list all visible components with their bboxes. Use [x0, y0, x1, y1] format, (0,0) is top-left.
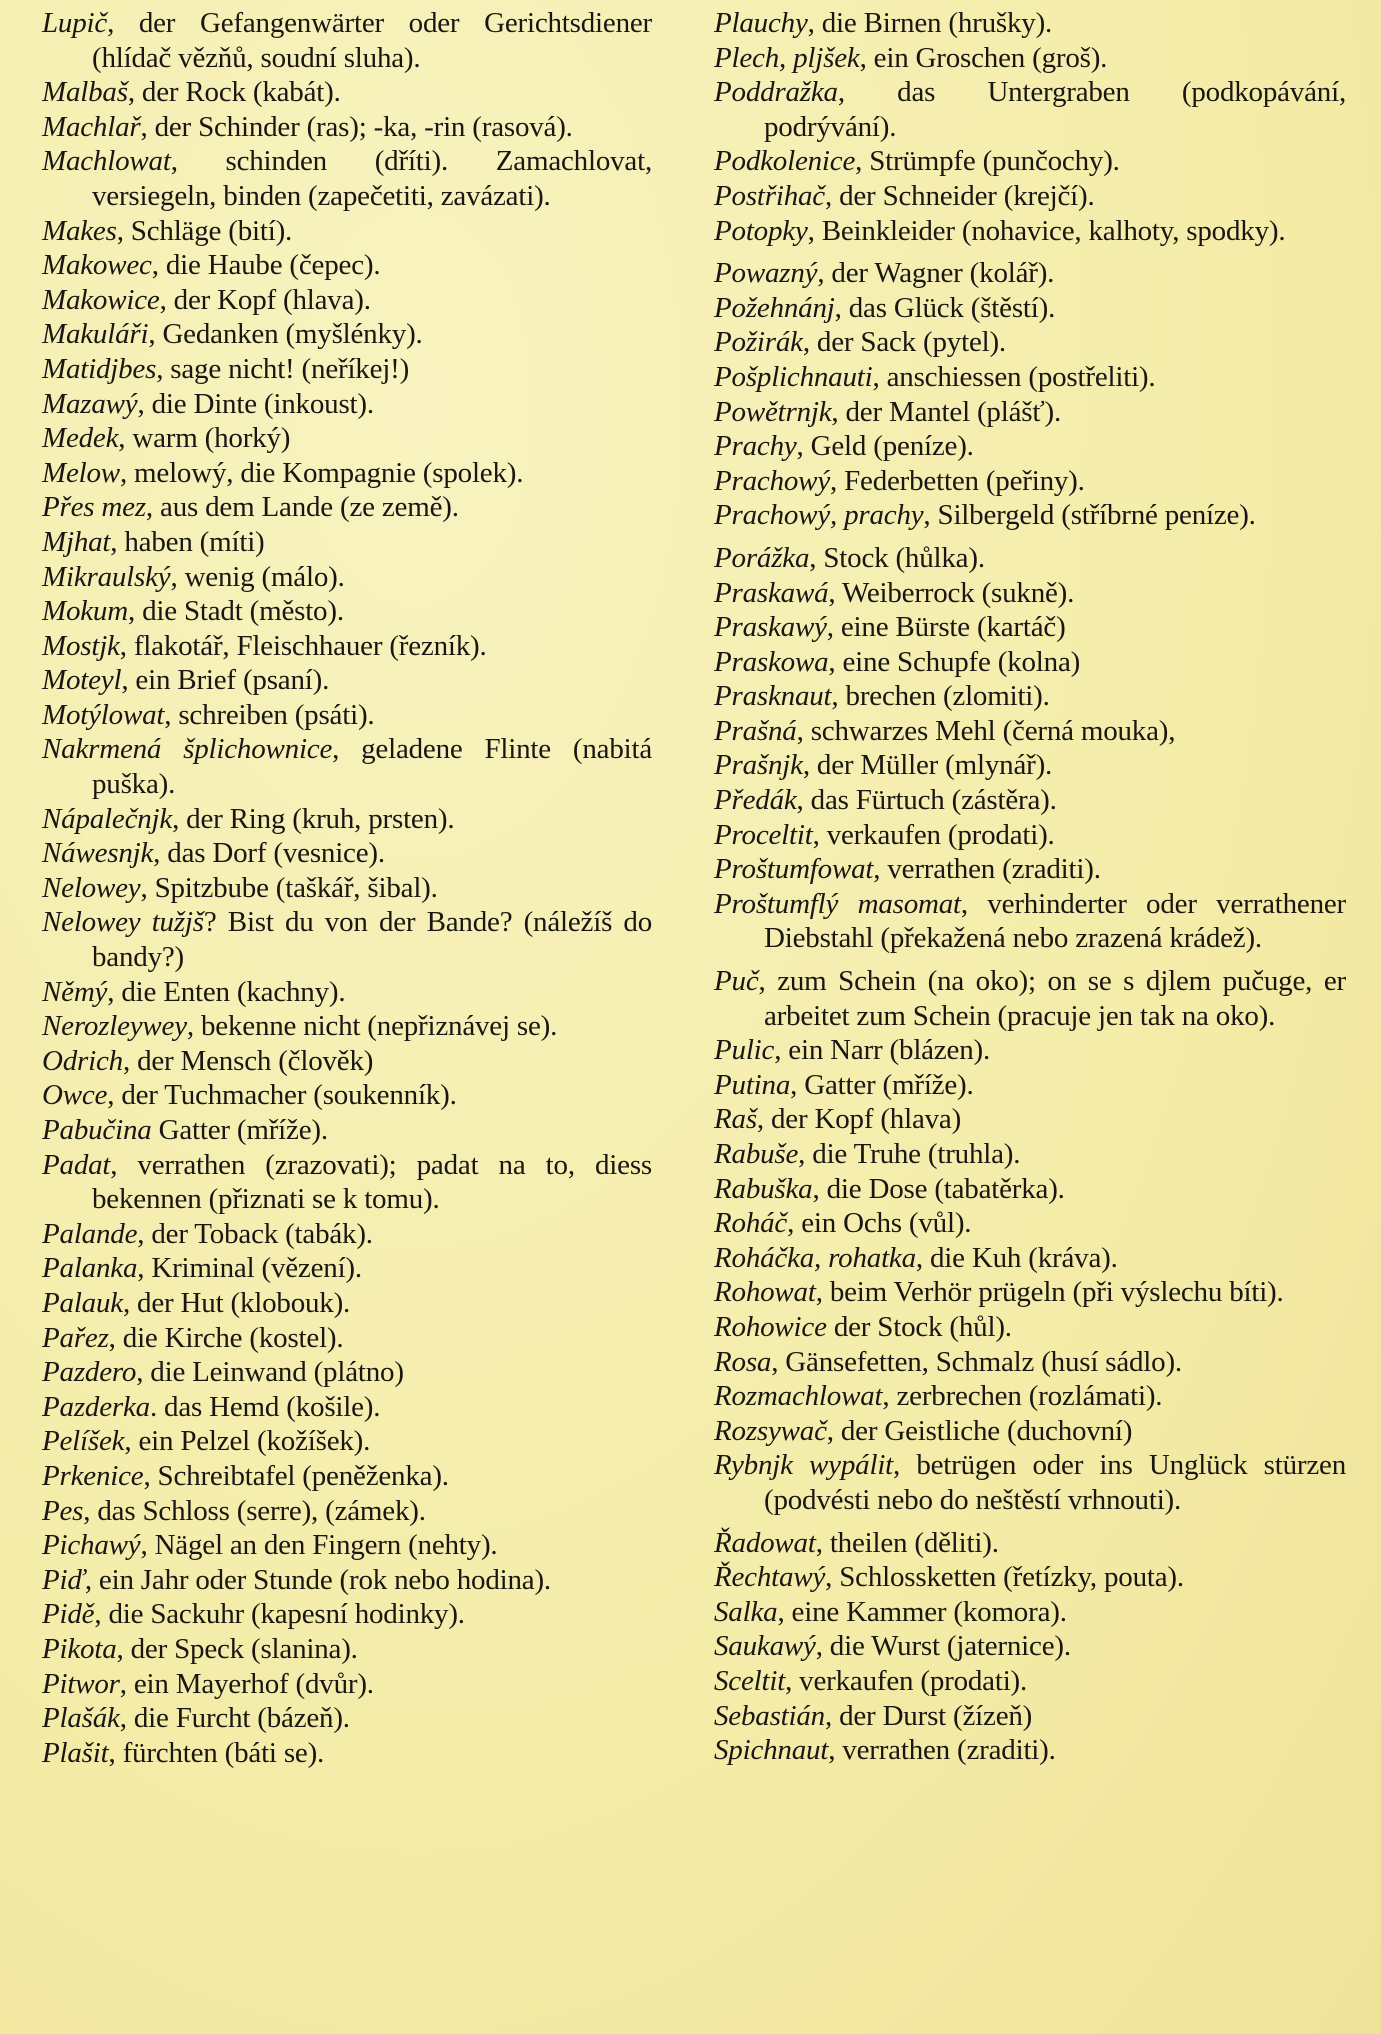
dictionary-entry — [714, 75, 1346, 144]
headword: Rohowice — [714, 1310, 827, 1343]
dictionary-entry — [714, 291, 1346, 326]
definition: , verrathen (zrazovati); padat na to, diess bekennen (přiznati se k tomu). — [92, 1148, 652, 1216]
dictionary-entry — [42, 1148, 652, 1217]
definition: , der Ring (kruh, prsten). — [172, 802, 455, 835]
headword: Malbaš — [42, 76, 128, 109]
headword: Nápalečnjk — [42, 802, 173, 835]
definition: , der Mensch (člověk) — [122, 1044, 374, 1077]
dictionary-entry — [714, 1379, 1346, 1414]
headword: Prkenice — [42, 1459, 144, 1492]
definition: , anschiessen (postřeliti). — [872, 360, 1156, 393]
definition: , verkaufen (prodati). — [812, 818, 1055, 851]
dictionary-entry — [42, 1424, 652, 1459]
definition: , Federbetten (peřiny). — [830, 464, 1085, 497]
definition: , die Leinwand (plátno) — [136, 1356, 404, 1389]
left-column — [42, 6, 652, 1770]
dictionary-entry — [42, 1632, 652, 1667]
definition: , die Sackuhr (kapesní hodinky). — [94, 1598, 465, 1631]
definition: , melowý, die Kompagnie (spolek). — [119, 456, 524, 489]
dictionary-entry — [42, 1563, 652, 1598]
definition: , warm (horký) — [118, 422, 291, 455]
headword: Moteyl — [42, 664, 122, 697]
dictionary-entry — [42, 1528, 652, 1563]
headword: Požirák — [714, 326, 803, 359]
headword: Lupič — [42, 7, 108, 39]
headword: Řechtawý — [714, 1561, 826, 1594]
definition: , verkaufen (prodati). — [785, 1664, 1028, 1697]
dictionary-entry — [714, 645, 1346, 680]
dictionary-entry — [714, 852, 1346, 887]
headword: Sceltit — [714, 1664, 786, 1697]
dictionary-entry — [714, 498, 1346, 533]
headword: Plašák — [42, 1702, 120, 1735]
dictionary-entry — [714, 1241, 1346, 1276]
headword: Mikraulský — [42, 560, 171, 593]
headword: Prašná — [714, 714, 797, 747]
headword: Raš — [714, 1103, 757, 1136]
headword: Požehnánj — [714, 291, 835, 324]
dictionary-entry — [42, 905, 652, 974]
dictionary-entry — [714, 1414, 1346, 1449]
definition: , Gedanken (myšlénky). — [148, 318, 423, 351]
definition: , die Kuh (kráva). — [915, 1241, 1118, 1274]
headword: Rabuška — [714, 1172, 813, 1205]
dictionary-entry — [42, 248, 652, 283]
dictionary-entry — [714, 214, 1346, 249]
headword: Pidě — [42, 1598, 95, 1631]
headword: Pes — [42, 1494, 84, 1527]
dictionary-entry — [42, 1494, 652, 1529]
headword: Plašit — [42, 1736, 109, 1769]
headword: Náwesnjk — [42, 837, 154, 870]
dictionary-entry — [42, 144, 652, 213]
definition: , die Dose (tabatěrka). — [812, 1172, 1065, 1205]
headword: Rosa — [714, 1345, 772, 1378]
dictionary-entry — [714, 1733, 1346, 1768]
headword: Nelowey tužjš — [42, 906, 204, 939]
headword: Palande — [42, 1217, 138, 1250]
headword: Pichawý — [42, 1529, 141, 1562]
definition: , Schlossketten (řetízky, pouta). — [825, 1561, 1184, 1594]
headword: Palanka — [42, 1252, 138, 1285]
dictionary-entry — [714, 748, 1346, 783]
dictionary-entry — [714, 679, 1346, 714]
headword: Nelowey — [42, 871, 141, 904]
headword: Powazný — [714, 257, 818, 290]
definition: , zerbrechen (rozlámati). — [882, 1380, 1163, 1413]
dictionary-entry — [42, 525, 652, 560]
headword: Matidjbes — [42, 352, 157, 385]
dictionary-entry — [42, 110, 652, 145]
definition: , Kriminal (vězení). — [137, 1252, 362, 1285]
definition: , Strümpfe (punčochy). — [855, 145, 1120, 178]
definition: , der Wagner (kolář). — [817, 257, 1055, 290]
headword: Porážka — [714, 541, 810, 574]
dictionary-entry — [714, 783, 1346, 818]
headword: Poddražka — [714, 76, 838, 109]
dictionary-entry — [714, 1102, 1346, 1137]
headword: Machlař — [42, 110, 141, 143]
definition: , das Fürtuch (zástěra). — [796, 784, 1057, 817]
headword: Odrich — [42, 1044, 123, 1077]
headword: Puč — [714, 965, 759, 998]
headword: Rozsywač — [714, 1414, 827, 1447]
dictionary-entry — [714, 1033, 1346, 1068]
headword: Roháčka, rohatka — [714, 1241, 916, 1274]
definition: , eine Bürste (kartáč) — [826, 611, 1066, 644]
definition: , das Glück (štěstí). — [834, 291, 1056, 324]
dictionary-entry — [42, 698, 652, 733]
dictionary-entry — [714, 1275, 1346, 1310]
headword: Plech, pljšek — [714, 41, 860, 74]
definition: , eine Schupfe (kolna) — [828, 645, 1081, 678]
definition: , die Stadt (město). — [127, 595, 344, 628]
dictionary-entry — [714, 1448, 1346, 1517]
definition: , das Untergraben (podkopávání, podrývání). — [764, 76, 1346, 143]
definition: , ein Brief (psaní). — [121, 664, 330, 697]
dictionary-entry — [714, 610, 1346, 645]
headword: Powětrnjk — [714, 395, 832, 428]
headword: Přes mez — [42, 491, 146, 524]
definition: , betrügen oder ins Unglück stürzen (podvésti nebo do neštěstí vrhnouti). — [764, 1449, 1346, 1516]
definition: , theilen (děliti). — [815, 1526, 999, 1559]
headword: Praskowa — [714, 645, 829, 678]
headword: Rohowat — [714, 1276, 816, 1309]
dictionary-entry — [714, 541, 1346, 576]
dictionary-entry — [42, 871, 652, 906]
dictionary-entry — [714, 1595, 1346, 1630]
headword: Pošplichnauti — [714, 360, 873, 393]
definition: , das Schloss (serre), (zámek). — [83, 1494, 426, 1527]
headword: Prašnjk — [714, 749, 803, 782]
headword: Makowice — [42, 283, 160, 316]
headword: Melow — [42, 456, 120, 489]
dictionary-entry — [42, 1113, 652, 1148]
definition: , Beinkleider (nohavice, kalhoty, spodky). — [807, 214, 1286, 247]
dictionary-entry — [714, 1172, 1346, 1207]
definition: , haben (míti) — [110, 525, 265, 558]
dictionary-entry — [42, 421, 652, 456]
definition: . das Hemd (košile). — [149, 1390, 381, 1423]
definition: , zum Schein (na oko); on se s djlem pučuge, er arbeitet zum Schein (pracuje jen tak na oko). — [758, 965, 1346, 1032]
definition: , Nägel an den Fingern (nehty). — [140, 1529, 498, 1562]
headword: Prachowý, prachy — [714, 499, 924, 532]
definition: , brechen (zlomiti). — [831, 680, 1050, 713]
dictionary-entry — [42, 1286, 652, 1321]
dictionary-entry — [42, 1321, 652, 1356]
dictionary-entry — [714, 464, 1346, 499]
definition: , eine Kammer (komora). — [777, 1595, 1067, 1628]
dictionary-entry — [714, 1526, 1346, 1561]
headword: Mazawý — [42, 387, 138, 420]
dictionary-entry — [714, 1699, 1346, 1734]
definition: , das Dorf (vesnice). — [153, 837, 385, 870]
dictionary-entry — [714, 325, 1346, 360]
headword: Saukawý — [714, 1630, 816, 1663]
dictionary-entry — [42, 1597, 652, 1632]
headword: Makes — [42, 214, 117, 247]
dictionary-entry — [42, 352, 652, 387]
definition: , Silbergeld (stříbrné peníze). — [923, 499, 1256, 532]
headword: Makuláři — [42, 318, 149, 351]
dictionary-entry — [42, 802, 652, 837]
definition: , ein Mayerhof (dvůr). — [119, 1667, 374, 1700]
dictionary-entry — [42, 1044, 652, 1079]
headword: Machlowat — [42, 145, 171, 178]
definition: , sage nicht! (neříkej!) — [156, 352, 410, 385]
dictionary-entry — [42, 629, 652, 664]
definition: , ein Narr (blázen). — [774, 1034, 990, 1067]
headword: Makowec — [42, 249, 152, 282]
headword: Palauk — [42, 1286, 123, 1319]
dictionary-entry — [714, 1345, 1346, 1380]
headword: Pabučina — [42, 1114, 152, 1146]
headword: Předák — [714, 784, 797, 817]
definition: , die Truhe (truhla). — [798, 1138, 1021, 1170]
headword: Prachy — [714, 430, 797, 463]
dictionary-entry — [714, 1206, 1346, 1241]
definition: , verhinderter oder verrathener Diebstahl (překažená nebo zrazená krádež). — [764, 887, 1346, 955]
definition: , der Rock (kabát). — [127, 76, 341, 109]
dictionary-entry — [42, 1390, 652, 1425]
definition: , der Speck (slanina). — [116, 1632, 358, 1665]
headword: Němý — [42, 975, 108, 1008]
headword: Putina — [714, 1068, 791, 1101]
definition: , der Mantel (plášť). — [831, 395, 1062, 428]
dictionary-entry — [42, 75, 652, 110]
dictionary-entry — [714, 887, 1346, 956]
headword: Owce — [42, 1079, 108, 1112]
headword: Postřihač — [714, 179, 825, 212]
dictionary-entry — [42, 1251, 652, 1286]
headword: Pazdero — [42, 1356, 137, 1389]
dictionary-entry — [42, 317, 652, 352]
dictionary-entry — [714, 429, 1346, 464]
headword: Praskawá — [714, 576, 829, 609]
headword: Proštumfowat — [714, 853, 874, 886]
definition: , bekenne nicht (nepřiznávej se). — [186, 1010, 558, 1043]
headword: Rybnjk wypálit — [714, 1449, 894, 1482]
definition: , ein Ochs (vůl). — [787, 1207, 972, 1240]
dictionary-entry — [714, 1629, 1346, 1664]
headword: Potopky — [714, 214, 808, 247]
headword: Praskawý — [714, 611, 827, 644]
headword: Roháč — [714, 1207, 788, 1240]
definition: , der Sack (pytel). — [802, 326, 1006, 359]
headword: Spichnaut — [714, 1734, 829, 1767]
dictionary-entry — [714, 144, 1346, 179]
headword: Padat — [42, 1148, 111, 1181]
dictionary-entry — [42, 1667, 652, 1702]
definition: , fürchten (báti se). — [108, 1736, 325, 1769]
definition: , Gänsefetten, Schmalz (husí sádlo). — [771, 1345, 1182, 1378]
dictionary-entry — [42, 283, 652, 318]
dictionary-entry — [42, 6, 652, 75]
dictionary-entry — [42, 1078, 652, 1113]
headword: Medek — [42, 422, 119, 455]
definition: , schinden (dříti). Zamachlovat, versiegeln, binden (zapečetiti, zavázati). — [92, 145, 652, 212]
headword: Prasknaut — [714, 680, 832, 713]
dictionary-entry — [42, 560, 652, 595]
definition: , ein Jahr oder Stunde (rok nebo hodina). — [84, 1563, 551, 1596]
definition: , flakotář, Fleischhauer (řezník). — [119, 629, 487, 662]
definition: , Gatter (mříže). — [790, 1068, 974, 1101]
headword: Mjhat — [42, 525, 111, 558]
dictionary-entry — [714, 818, 1346, 853]
definition: , verrathen (zraditi). — [828, 1734, 1056, 1767]
definition: , die Wurst (jaternice). — [815, 1630, 1071, 1663]
dictionary-entry — [42, 594, 652, 629]
definition: , Weiberrock (sukně). — [828, 576, 1075, 609]
headword: Pikota — [42, 1632, 117, 1665]
definition: , wenig (málo). — [170, 560, 345, 593]
dictionary-entry — [42, 1701, 652, 1736]
headword: Podkolenice — [714, 145, 856, 178]
definition: , Schläge (bití). — [116, 214, 293, 247]
dictionary-entry — [42, 214, 652, 249]
definition: , Schreibtafel (peněženka). — [143, 1459, 449, 1492]
dictionary-entry — [714, 6, 1346, 41]
headword: Pulic — [714, 1034, 775, 1067]
definition: , aus dem Lande (ze země). — [145, 491, 459, 524]
dictionary-entry — [42, 490, 652, 525]
dictionary-entry — [42, 836, 652, 871]
definition: , schwarzes Mehl (černá mouka), — [796, 714, 1176, 747]
definition: , beim Verhör prügeln (při výslechu bíti). — [815, 1276, 1284, 1309]
dictionary-entry — [714, 964, 1346, 1033]
dictionary-entry — [42, 1355, 652, 1390]
definition: , die Haube (čepec). — [151, 249, 381, 282]
definition: , der Schneider (krejčí). — [824, 179, 1095, 212]
definition: , der Schinder (ras); -ka, -rin (rasová). — [140, 110, 573, 143]
definition: , die Birnen (hrušky). — [807, 7, 1053, 39]
headword: Motýlowat — [42, 698, 165, 731]
definition: , der Kopf (hlava) — [756, 1103, 962, 1136]
dictionary-entry — [42, 1736, 652, 1771]
definition: , die Enten (kachny). — [107, 975, 346, 1008]
dictionary-entry — [714, 1664, 1346, 1699]
headword: Rabuše — [714, 1138, 799, 1170]
dictionary-entry — [42, 1217, 652, 1252]
dictionary-entry — [42, 1009, 652, 1044]
definition: ? Bist du von der Bande? (náležíš do bandy?) — [92, 906, 652, 974]
definition: , Spitzbube (taškář, šibal). — [140, 871, 438, 904]
definition: , der Kopf (hlava). — [159, 283, 371, 316]
definition: , geladene Flinte (nabitá puška). — [92, 733, 652, 801]
dictionary-entry — [714, 576, 1346, 611]
dictionary-entry — [714, 1068, 1346, 1103]
headword: Plauchy — [714, 7, 808, 39]
dictionary-entry — [42, 663, 652, 698]
headword: Rozmachlowat — [714, 1380, 883, 1413]
definition: , schreiben (psáti). — [164, 698, 375, 731]
headword: Pazderka — [42, 1390, 150, 1423]
headword: Mostjk — [42, 629, 120, 662]
headword: Nerozleywey — [42, 1010, 187, 1043]
dictionary-entry — [714, 256, 1346, 291]
definition: , ein Groschen (groš). — [859, 41, 1108, 74]
definition: , der Müller (mlynář). — [802, 749, 1053, 782]
definition: , der Geistliche (duchovní) — [826, 1414, 1133, 1447]
headword: Řadowat — [714, 1526, 816, 1559]
dictionary-entry — [42, 732, 652, 801]
dictionary-entry — [714, 41, 1346, 76]
dictionary-entry — [714, 1137, 1346, 1172]
dictionary-entry — [42, 975, 652, 1010]
headword: Piď — [42, 1563, 85, 1596]
headword: Pitwor — [42, 1667, 120, 1700]
definition: , ein Pelzel (kožíšek). — [124, 1425, 371, 1458]
headword: Prachowý — [714, 464, 830, 497]
definition: , die Furcht (bázeň). — [119, 1702, 350, 1735]
dictionary-entry — [714, 395, 1346, 430]
right-column — [714, 6, 1346, 1768]
definition: , verrathen (zraditi). — [873, 853, 1101, 886]
definition: , der Gefangenwärter oder Gerichtsdiener (hlídač vězňů, soudní sluha). — [92, 7, 652, 74]
headword: Proceltit — [714, 818, 813, 851]
dictionary-entry — [714, 1310, 1346, 1345]
dictionary-entry — [714, 1560, 1346, 1595]
definition: , der Hut (klobouk). — [122, 1286, 351, 1319]
headword: Pařez — [42, 1321, 109, 1354]
definition: , Geld (peníze). — [796, 430, 974, 463]
headword: Nakrmená šplichownice — [42, 733, 333, 766]
definition: Gatter (mříže). — [151, 1114, 328, 1146]
dictionary-entry — [714, 179, 1346, 214]
dictionary-entry — [42, 1459, 652, 1494]
dictionary-entry — [42, 456, 652, 491]
dictionary-entry — [714, 360, 1346, 395]
headword: Sebastián — [714, 1699, 825, 1732]
headword: Pelíšek — [42, 1425, 125, 1458]
dictionary-entry — [714, 714, 1346, 749]
definition: der Stock (hůl). — [826, 1310, 1012, 1343]
dictionary-entry — [42, 387, 652, 422]
headword: Mokum — [42, 595, 128, 628]
definition: , der Toback (tabák). — [137, 1217, 373, 1250]
definition: , der Durst (žízeň) — [824, 1699, 1033, 1732]
headword: Proštumflý masomat — [714, 887, 961, 920]
definition: , der Tuchmacher (soukenník). — [107, 1079, 457, 1112]
definition: , Stock (hůlka). — [809, 541, 985, 574]
definition: , die Kirche (kostel). — [108, 1321, 344, 1354]
headword: Salka — [714, 1595, 778, 1628]
definition: , die Dinte (inkoust). — [137, 387, 374, 420]
